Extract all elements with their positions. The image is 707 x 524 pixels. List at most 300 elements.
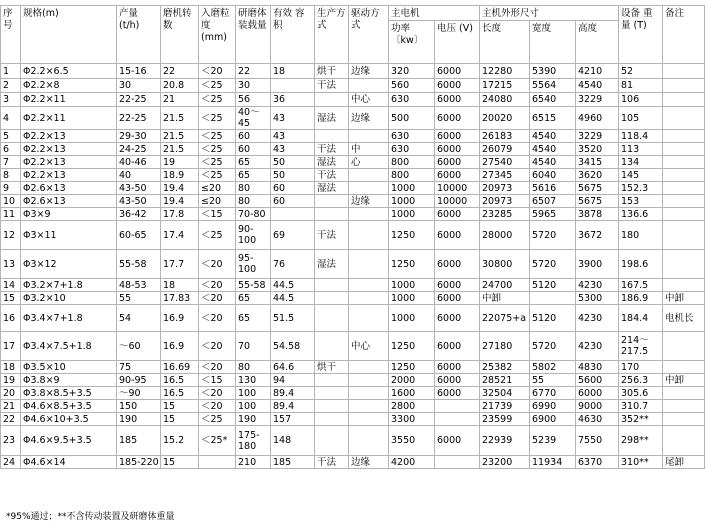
cell-drive [349,305,389,332]
cell-output: 40-46 [117,156,161,169]
cell-method: 湿法 [315,250,349,279]
cell-volume: 60 [271,182,315,195]
footnote: *95%通过；**不含传动装置及研磨体重量 [6,512,175,522]
cell-remark [663,413,705,426]
cell-seq: 19 [1,374,21,387]
cell-height: 3672 [576,221,619,250]
cell-volume: 89.4 [271,387,315,400]
cell-speed: 19.4 [161,195,199,208]
cell-feed-size: ＜20 [199,305,236,332]
cell-length: 23285 [480,208,530,221]
cell-volume: 94 [271,374,315,387]
cell-volume [271,208,315,221]
cell-spec: Φ3×11 [21,221,117,250]
cell-remark [663,107,705,130]
cell-remark [663,387,705,400]
cell-height: 3229 [576,130,619,143]
cell-speed: 17.7 [161,250,199,279]
cell-spec: Φ3.2×10 [21,292,117,305]
cell-speed: 19 [161,156,199,169]
cell-weight: 118.4 [619,130,663,143]
cell-output: 60-65 [117,221,161,250]
cell-length: 20020 [480,107,530,130]
table-row [1,279,705,292]
cell-spec: Φ4.6×14 [21,456,117,469]
cell-volume: 18 [271,64,315,79]
cell-height: 4630 [576,413,619,426]
cell-drive [349,292,389,305]
cell-seq: 5 [1,130,21,143]
table-row [1,292,705,305]
cell-seq: 15 [1,292,21,305]
cell-feed-size: ＜20 [199,64,236,79]
header-remark: 备注 [663,6,705,64]
cell-power: 1600 [389,387,435,400]
cell-width: 5720 [530,250,576,279]
cell-seq: 24 [1,456,21,469]
table-row [1,426,705,456]
cell-seq: 11 [1,208,21,221]
cell-output: 190 [117,413,161,426]
cell-remark [663,400,705,413]
cell-height: 3229 [576,93,619,107]
cell-media-load: 175-180 [236,426,271,456]
header-weight: 设备 重量 (T) [619,6,663,64]
table-row [1,156,705,169]
cell-width: 6515 [530,107,576,130]
cell-volume: 89.4 [271,400,315,413]
cell-remark: 中卸 [663,292,705,305]
cell-speed: 16.9 [161,305,199,332]
cell-method [315,413,349,426]
cell-spec: Φ4.6×10+3.5 [21,413,117,426]
cell-remark: 电机长 [663,305,705,332]
cell-volume: 64.6 [271,361,315,374]
cell-width: 6540 [530,93,576,107]
cell-length: 12280 [480,64,530,79]
cell-volume: 43 [271,130,315,143]
cell-feed-size: ＜20 [199,279,236,292]
cell-drive [349,374,389,387]
cell-method: 干法 [315,221,349,250]
table-row [1,374,705,387]
cell-feed-size: ＜25 [199,93,236,107]
cell-feed-size: ＜20 [199,400,236,413]
cell-output: 40 [117,169,161,182]
cell-speed: 21.5 [161,143,199,156]
cell-height: 4230 [576,279,619,292]
cell-voltage: 6000 [435,156,480,169]
table-row [1,169,705,182]
cell-seq: 16 [1,305,21,332]
cell-output: ～60 [117,332,161,361]
cell-output: 185 [117,426,161,456]
cell-drive: 中 [349,143,389,156]
cell-weight: 105 [619,107,663,130]
cell-speed: 17.8 [161,208,199,221]
cell-height: 4540 [576,79,619,93]
cell-feed-size: ＜25 [199,130,236,143]
cell-power: 1250 [389,361,435,374]
cell-feed-size: ＜25 [199,156,236,169]
cell-power: 630 [389,130,435,143]
cell-power: 2000 [389,374,435,387]
cell-media-load: 190 [236,413,271,426]
cell-speed: 15.2 [161,426,199,456]
cell-weight: 180 [619,221,663,250]
cell-method: 干法 [315,143,349,156]
cell-feed-size: ≤20 [199,195,236,208]
cell-speed: 18.9 [161,169,199,182]
cell-power: 1000 [389,208,435,221]
cell-volume: 44.5 [271,279,315,292]
cell-volume: 54.58 [271,332,315,361]
cell-spec: Φ2.2×6.5 [21,64,117,79]
cell-weight: 167.5 [619,279,663,292]
cell-feed-size: ＜20 [199,332,236,361]
cell-media-load: 65 [236,169,271,182]
cell-speed: 19.4 [161,182,199,195]
cell-feed-size: ＜20 [199,292,236,305]
cell-output: 22-25 [117,107,161,130]
cell-voltage: 6000 [435,387,480,400]
table-row [1,107,705,130]
cell-seq: 6 [1,143,21,156]
cell-drive [349,400,389,413]
cell-remark [663,332,705,361]
cell-feed-size: ＜20 [199,387,236,400]
cell-seq: 2 [1,79,21,93]
cell-method [315,195,349,208]
cell-spec: Φ4.6×9.5+3.5 [21,426,117,456]
cell-weight: 113 [619,143,663,156]
cell-spec: Φ3×9 [21,208,117,221]
cell-height: 4830 [576,361,619,374]
cell-output: 22-25 [117,93,161,107]
cell-voltage: 6000 [435,305,480,332]
cell-width: 6990 [530,400,576,413]
cell-height: 5675 [576,182,619,195]
cell-weight: 170 [619,361,663,374]
cell-method [315,305,349,332]
cell-volume: 44.5 [271,292,315,305]
cell-power: 1000 [389,195,435,208]
cell-weight: 184.4 [619,305,663,332]
cell-voltage: 6000 [435,130,480,143]
cell-speed: 15 [161,400,199,413]
cell-speed: 17.4 [161,221,199,250]
cell-drive: 边缘 [349,64,389,79]
cell-width: 6900 [530,413,576,426]
cell-media-load: 65 [236,305,271,332]
cell-speed: 15 [161,413,199,426]
cell-length: 26183 [480,130,530,143]
cell-width: 5720 [530,221,576,250]
header-width: 宽度 [530,21,576,64]
cell-spec: Φ2.2×13 [21,130,117,143]
cell-volume: 185 [271,456,315,469]
cell-seq: 8 [1,169,21,182]
header-method: 生产方式 [315,6,349,64]
table-row [1,250,705,279]
cell-media-load: 210 [236,456,271,469]
table-row [1,221,705,250]
cell-weight: 305.6 [619,387,663,400]
cell-drive: 边缘 [349,107,389,130]
cell-media-load: 70-80 [236,208,271,221]
cell-power: 3300 [389,413,435,426]
cell-spec: Φ3.5×10 [21,361,117,374]
cell-media-load: 95-100 [236,250,271,279]
cell-output: 30 [117,79,161,93]
cell-media-load: 22 [236,64,271,79]
cell-length: 27180 [480,332,530,361]
cell-feed-size: ＜20 [199,361,236,374]
cell-feed-size: ＜25 [199,413,236,426]
cell-method [315,292,349,305]
cell-width: 5802 [530,361,576,374]
cell-method: 湿法 [315,107,349,130]
cell-seq: 21 [1,400,21,413]
cell-remark [663,279,705,292]
cell-length: 25382 [480,361,530,374]
cell-volume: 36 [271,93,315,107]
cell-weight: 134 [619,156,663,169]
cell-remark [663,79,705,93]
cell-power: 800 [389,169,435,182]
header-dimensions: 主机外形尺寸 [480,6,619,21]
header-voltage: 电压 (V) [435,21,480,64]
cell-width: 4540 [530,156,576,169]
cell-volume: 43 [271,143,315,156]
cell-power: 560 [389,79,435,93]
cell-media-load: 80 [236,182,271,195]
cell-length: 27540 [480,156,530,169]
cell-seq: 10 [1,195,21,208]
cell-media-load: 30 [236,79,271,93]
cell-width: 11934 [530,456,576,469]
cell-method [315,130,349,143]
table-row [1,456,705,469]
cell-seq: 12 [1,221,21,250]
cell-drive: 中心 [349,93,389,107]
cell-seq: 9 [1,182,21,195]
cell-weight: 153 [619,195,663,208]
cell-spec: Φ2.2×11 [21,107,117,130]
cell-length: 24700 [480,279,530,292]
cell-width: 5720 [530,332,576,361]
cell-spec: Φ3.2×7+1.8 [21,279,117,292]
cell-output: 54 [117,305,161,332]
cell-spec: Φ3.4×7+1.8 [21,305,117,332]
cell-drive [349,426,389,456]
cell-drive [349,169,389,182]
cell-seq: 23 [1,426,21,456]
cell-width: 5239 [530,426,576,456]
cell-media-load: 80 [236,361,271,374]
cell-output: 55 [117,292,161,305]
cell-media-load: 100 [236,387,271,400]
cell-spec: Φ3×12 [21,250,117,279]
cell-length: 23599 [480,413,530,426]
cell-weight: 214～217.5 [619,332,663,361]
cell-volume: 157 [271,413,315,426]
cell-length: 30800 [480,250,530,279]
cell-spec: Φ2.6×13 [21,195,117,208]
table-row [1,361,705,374]
cell-method [315,426,349,456]
cell-height: 4230 [576,305,619,332]
table-row [1,143,705,156]
cell-remark [663,64,705,79]
table-body [1,64,705,469]
cell-power: 1250 [389,221,435,250]
cell-media-load: 90-100 [236,221,271,250]
cell-length: 17215 [480,79,530,93]
cell-method: 干法 [315,456,349,469]
cell-weight: 298** [619,426,663,456]
header-drive: 驱动方式 [349,6,389,64]
cell-power: 630 [389,143,435,156]
cell-output: 15-16 [117,64,161,79]
cell-weight: 198.6 [619,250,663,279]
cell-width: 5564 [530,79,576,93]
table-row [1,79,705,93]
cell-length: 27345 [480,169,530,182]
cell-drive: 边缘 [349,456,389,469]
cell-length: 26079 [480,143,530,156]
cell-power: 1000 [389,182,435,195]
cell-length: 20973 [480,182,530,195]
cell-width: 5120 [530,305,576,332]
cell-seq: 7 [1,156,21,169]
cell-volume [271,79,315,93]
cell-length: 22075+a [480,305,530,332]
cell-output: 185-220 [117,456,161,469]
cell-spec: Φ2.2×8 [21,79,117,93]
cell-speed: 21.5 [161,107,199,130]
cell-feed-size: ≤20 [199,182,236,195]
cell-remark [663,169,705,182]
cell-power: 1250 [389,250,435,279]
cell-weight: 352** [619,413,663,426]
cell-drive: 心 [349,156,389,169]
cell-feed-size: ＜25 [199,79,236,93]
cell-seq: 1 [1,64,21,79]
cell-voltage: 6000 [435,292,480,305]
cell-height: 5675 [576,195,619,208]
cell-voltage: 6000 [435,332,480,361]
cell-weight: 52 [619,64,663,79]
cell-media-load: 80 [236,195,271,208]
cell-feed-size: ＜15 [199,208,236,221]
cell-drive [349,208,389,221]
cell-height: 3415 [576,156,619,169]
cell-volume: 69 [271,221,315,250]
cell-output: 90-95 [117,374,161,387]
cell-remark: 中卸 [663,374,705,387]
cell-spec: Φ4.6×8.5+3.5 [21,400,117,413]
cell-seq: 3 [1,93,21,107]
cell-power: 500 [389,107,435,130]
table-row [1,413,705,426]
cell-weight: 81 [619,79,663,93]
cell-length: 21739 [480,400,530,413]
cell-feed-size: ＜25 [199,107,236,130]
cell-power: 1000 [389,292,435,305]
ball-mill-spec-table [0,5,705,469]
cell-spec: Φ2.2×13 [21,156,117,169]
cell-output: 150 [117,400,161,413]
table-row [1,208,705,221]
header-length: 长度 [480,21,530,64]
cell-voltage: 6000 [435,64,480,79]
cell-width: 6507 [530,195,576,208]
cell-media-load: 65 [236,156,271,169]
cell-speed: 22 [161,64,199,79]
cell-weight: 152.3 [619,182,663,195]
cell-drive [349,279,389,292]
table-row [1,400,705,413]
cell-volume: 148 [271,426,315,456]
cell-voltage: 6000 [435,279,480,292]
cell-width: 5616 [530,182,576,195]
cell-height: 6000 [576,387,619,400]
cell-weight: 136.6 [619,208,663,221]
cell-remark [663,250,705,279]
cell-voltage: 6000 [435,107,480,130]
cell-length: 23200 [480,456,530,469]
cell-width: 6040 [530,169,576,182]
table-row [1,387,705,400]
cell-height: 3900 [576,250,619,279]
cell-seq: 13 [1,250,21,279]
cell-remark [663,426,705,456]
header-feed-size: 入磨粒度 (mm) [199,6,236,64]
cell-drive: 中心 [349,332,389,361]
table-row [1,305,705,332]
cell-drive [349,221,389,250]
cell-voltage: 6000 [435,374,480,387]
cell-speed: 21.5 [161,130,199,143]
header-height: 高度 [576,21,619,64]
cell-seq: 20 [1,387,21,400]
cell-power: 4200 [389,456,435,469]
cell-method [315,332,349,361]
cell-height: 4960 [576,107,619,130]
cell-speed: 16.9 [161,332,199,361]
cell-output: 55-58 [117,250,161,279]
cell-media-load: 65 [236,292,271,305]
cell-spec: Φ3.8×8.5+3.5 [21,387,117,400]
cell-length: 20973 [480,195,530,208]
cell-voltage: 10000 [435,195,480,208]
cell-output: 29-30 [117,130,161,143]
header-seq: 序号 [1,6,21,64]
cell-drive [349,413,389,426]
cell-remark [663,361,705,374]
cell-output: 43-50 [117,182,161,195]
cell-voltage [435,413,480,426]
cell-media-load: 60 [236,143,271,156]
cell-remark [663,182,705,195]
cell-voltage: 10000 [435,182,480,195]
cell-output: ～90 [117,387,161,400]
cell-seq: 14 [1,279,21,292]
header-motor: 主电机 [389,6,480,21]
header-volume: 有效 容积 [271,6,315,64]
cell-length: 22939 [480,426,530,456]
